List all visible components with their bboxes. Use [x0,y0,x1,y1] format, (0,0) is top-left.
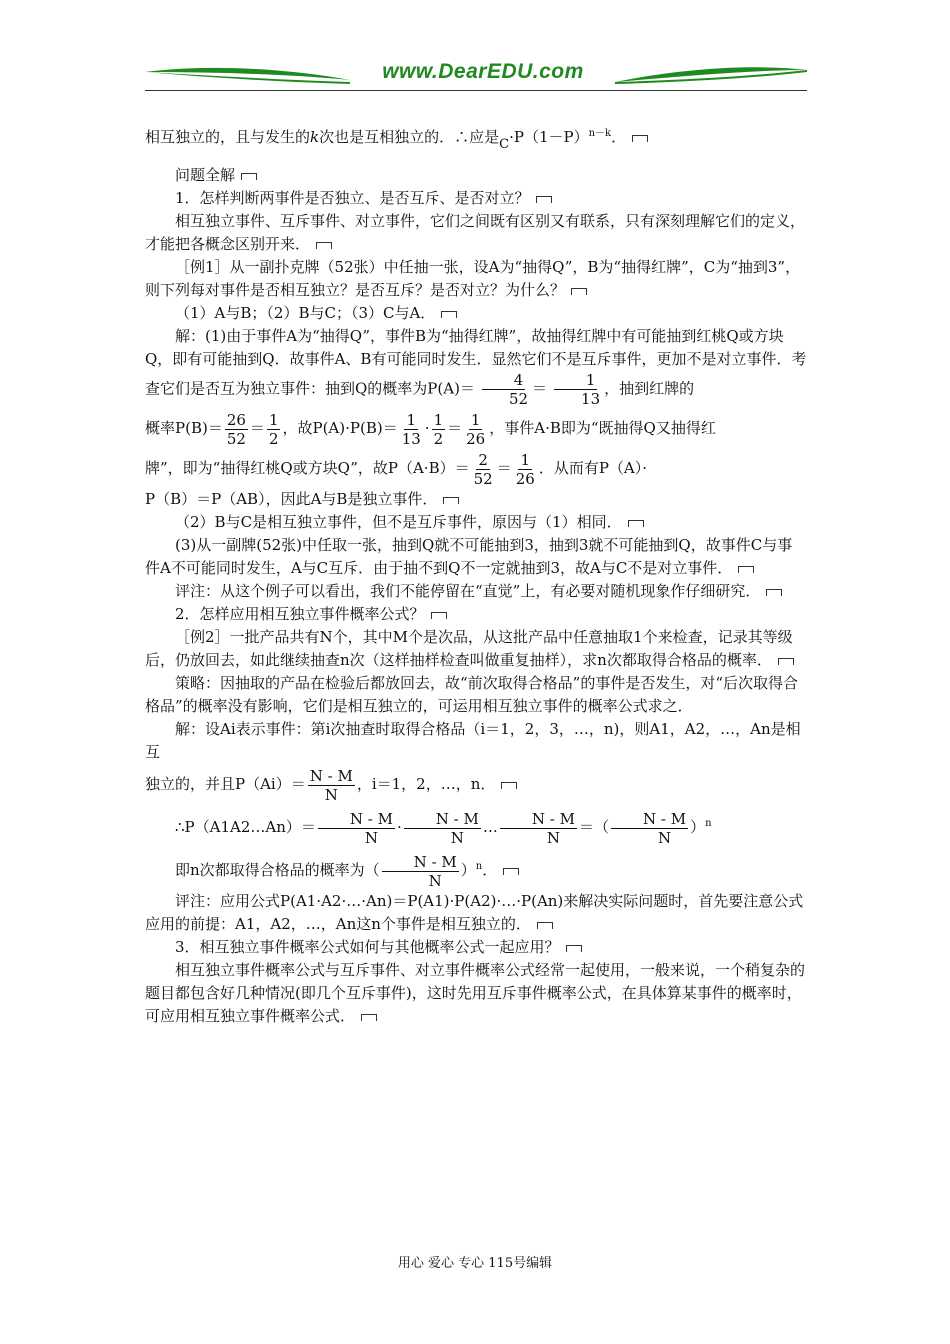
fraction: $\frac{1}{26}$ [515,450,535,488]
paragraph-mark-icon [632,135,648,142]
solution-1-conclusion: P（B）＝P（AB），因此A与B是独立事件． [145,488,807,511]
solution-2-answer: 即n次都取得合格品的概率为（ $\frac{N - M}{N}$ ）$^n$． [145,847,807,890]
solution-1: 解：(1)由于事件A为“抽得Q”，事件B为“抽得红牌”，故抽得红牌中有可能抽到红桃Q或方块Q，即有可能抽到Q．故事件A、B有可能同时发生．显然它们不是互斥事件，更加不是对立事件．考查它们是否互为独立事件：抽到Q的概率为P(A)＝ $\frac{4}{52}$ ＝ $\frac{1}{13}$ ，抽到红牌的 [145,327,807,408]
solution-1-part-3: (3)从一副牌(52张)中任取一张，抽到Q就不可能抽到3，抽到3就不可能抽到Q，故事件C与事件A不可能同时发生，A与C互斥．由于抽不到Q不一定就抽到3，故A与C不是对立事件． [145,536,793,577]
question-1: 1．怎样判断两事件是否独立、是否互斥、是否对立？ [145,187,807,210]
solution-1-line-b: 概率P(B)＝ $\frac{26}{52}$ ＝ $\frac{1}{2}$ ，故P(A)·P(B)＝ $\frac{1}{13}$ · $\frac{1}{2}$ ＝ $\frac{1}{26}$ ，事件A·B即为“既抽得Q又抽得红 [145,410,716,448]
fraction: $\frac{1}{26}$ [466,410,486,448]
paragraph-mark-icon [571,288,587,295]
fraction: $\frac{1}{2}$ [433,410,444,448]
page-header [145,58,807,98]
fraction: $\frac{1}{13}$ [401,410,421,448]
fraction: $\frac{26}{52}$ [226,410,246,448]
fraction: $\frac{N - M}{N}$ [382,853,459,890]
solution-1-line-c: 牌”，即为“抽得红桃Q或方块Q”，故P（A·B）＝ $\frac{2}{52}$ ＝ $\frac{1}{26}$ ．从而有P（A）· [145,450,648,488]
example-1-parts: （1）A与B；（2）B与C；（3）C与A． [145,302,807,325]
heading-problems: 问题全解 [145,164,807,187]
fraction: $\frac{N - M}{N}$ [309,766,353,804]
solution-2: 解：设Ai表示事件：第i次抽查时取得合格品（i＝1，2，3，…，n)，则A1，A2，…，An是相互 [145,720,801,761]
header-rule [145,90,807,91]
example-2: ［例2］一批产品共有N个，其中M个是次品，从这批产品中任意抽取1个来检查，记录其等级后，仍放回去，如此继续抽查n次（这样抽样检查叫做重复抽样），求n次都取得合格品的概率． [145,628,793,669]
paragraph-mark-icon [566,945,582,952]
question-2: 2．怎样应用相互独立事件概率公式？ [145,603,807,626]
paragraph-mark-icon [628,520,644,527]
solution-2-line-b: 独立的，并且P（Ai）＝ $\frac{N - M}{N}$ ，i＝1，2，…，n． [145,764,807,804]
paragraph-combined: 相互独立事件概率公式与互斥事件、对立事件概率公式经常一起使用，一般来说，一个稍复杂的题目都包含好几种情况(即几个互斥事件)，这时先用互斥事件概率公式，在具体算某事件的概率时，可应用相互独立事件概率公式． [145,961,806,1025]
paragraph-mark-icon [537,922,553,929]
question-3: 3．相互独立事件概率公式如何与其他概率公式一起应用？ [145,936,807,959]
page-footer: 用心 爱心 专心 115号编辑 [397,1256,553,1271]
site-logo-text: www.DearEDU.com [382,60,584,83]
fraction: $\frac{N - M}{N}$ [500,810,577,847]
paragraph-mark-icon [431,612,447,619]
solution-2-formula: ∴P（A1A2…An）＝ $\frac{N - M}{N}$ · $\frac{N - M}{N}$ … $\frac{N - M}{N}$ ＝（ $\frac{N - M}{N}$ ）$^n$ [175,809,712,847]
document-body [145,122,807,1028]
paragraph-mark-icon [503,868,519,875]
fraction: $\frac{2}{52}$ [473,450,493,488]
paragraph-mark-icon [316,242,332,249]
fraction: $\frac{1}{2}$ [268,410,279,448]
fraction: $\frac{4}{52}$ [477,371,530,408]
fraction: $\frac{N - M}{N}$ [318,810,395,847]
paragraph-mark-icon [778,658,794,665]
paragraph-mark-icon [501,782,517,789]
paragraph-mark-icon [443,497,459,504]
paragraph-mark-icon [536,196,552,203]
paragraph-mark-icon [441,311,457,318]
fraction: $\frac{1}{13}$ [549,371,602,408]
comment-1: 评注：从这个例子可以看出，我们不能停留在“直觉”上，有必要对随机现象作仔细研究． [145,580,807,603]
solution-1-part-2: （2）B与C是相互独立事件，但不是互斥事件，原因与（1）相同． [145,511,807,534]
paragraph-mark-icon [241,173,257,180]
fraction: $\frac{N - M}{N}$ [404,810,481,847]
comment-2: 评注：应用公式P(A1·A2·…·An)＝P(A1)·P(A2)·…·P(An)来解决实际问题时，首先要注意公式应用的前提：A1，A2，…，An这n个事件是相互独立的． [145,892,804,933]
line-1: 相互独立的，且与发生的k次也是互相独立的．∴应是$C\cdot P(1-P)^{n-k}$． [145,122,807,156]
strategy-2: 策略：因抽取的产品在检验后都放回去，故“前次取得合格品”的事件是否发生，对“后次取得合格品”的概率没有影响，它们是相互独立的，可运用相互独立事件的概率公式求之． [145,674,799,715]
fraction: $\frac{N - M}{N}$ [611,810,688,847]
paragraph-mark-icon [738,566,754,573]
example-1: ［例1］从一副扑克牌（52张）中任抽一张，设A为“抽得Q”，B为“抽得红牌”，C为“抽到3”，则下列每对事件是否相互独立？是否互斥？是否对立？为什么？ [145,258,801,299]
paragraph-definitions: 相互独立事件、互斥事件、对立事件，它们之间既有区别又有联系，只有深刻理解它们的定义，才能把各概念区别开来． [145,212,806,253]
paragraph-mark-icon [361,1014,377,1021]
paragraph-mark-icon [766,589,782,596]
